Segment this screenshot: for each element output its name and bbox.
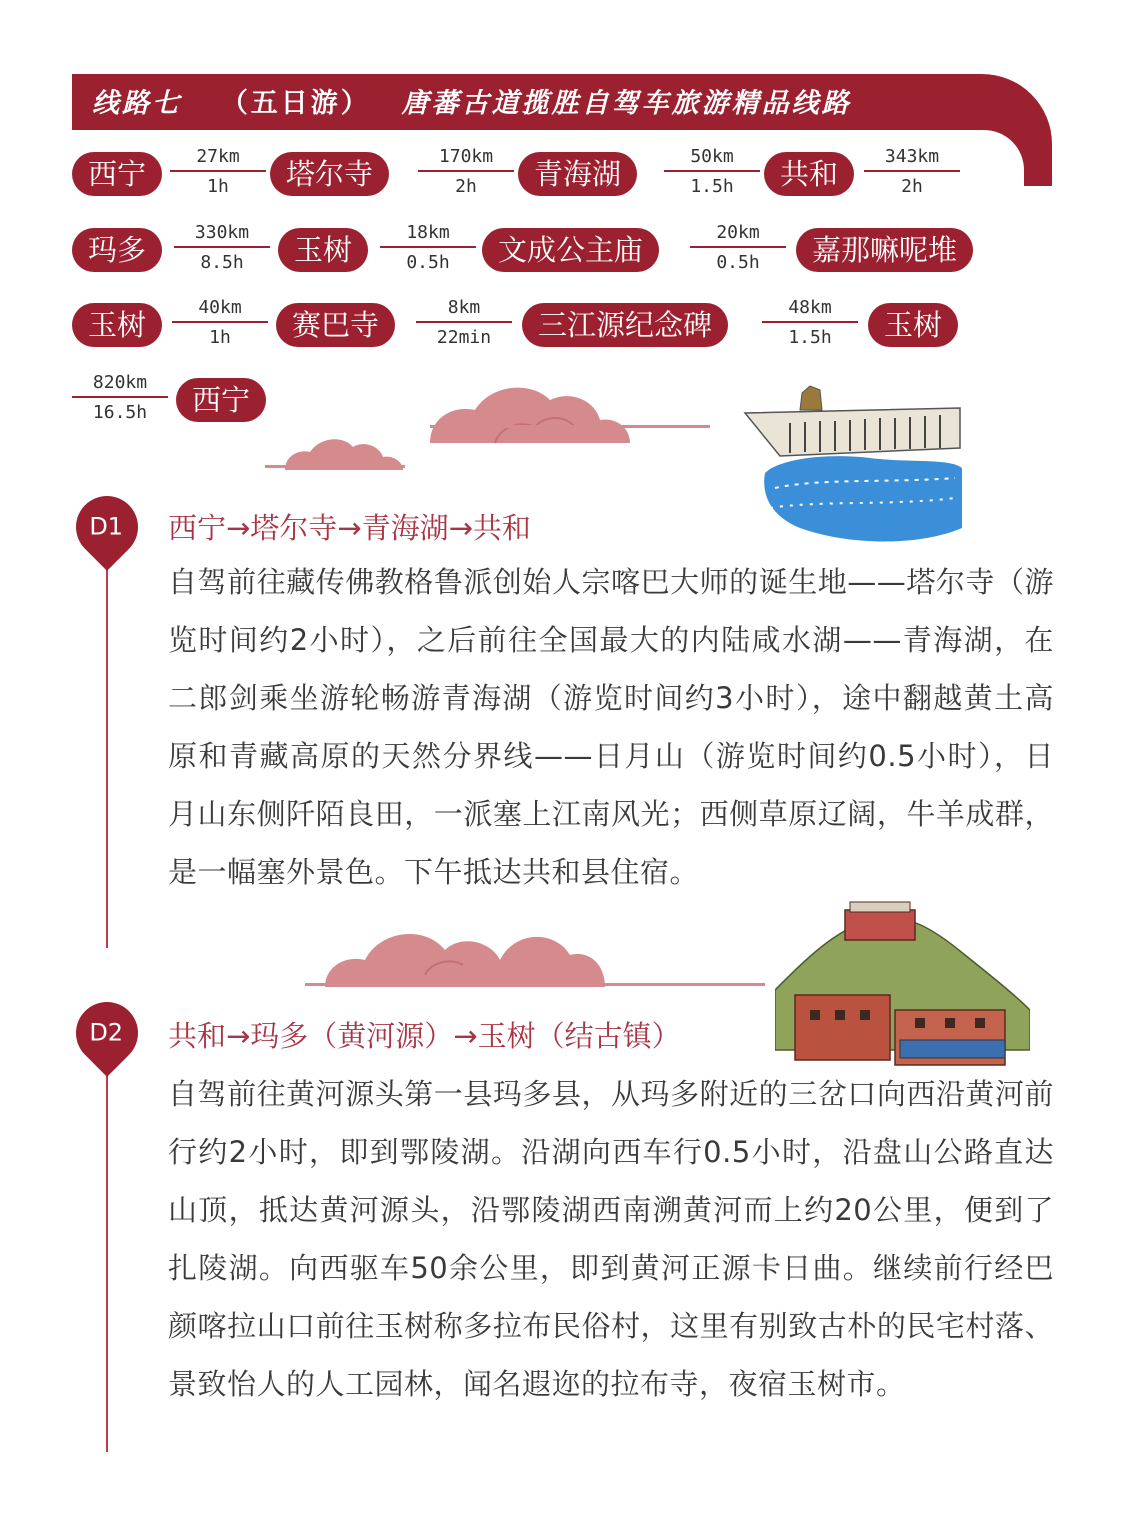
day-marker-d1: D1: [63, 483, 151, 571]
segment-distance: 20km: [690, 220, 786, 248]
segment-time: 1.5h: [788, 327, 832, 348]
segment-distance: 8km: [416, 295, 512, 323]
stop-yushu: 玉树: [278, 228, 368, 272]
day-body-d1: 自驾前往藏传佛教格鲁派创始人宗喀巴大师的诞生地——塔尔寺（游览时间约2小时），之后前往全国最大的内陆咸水湖——青海湖，在二郎剑乘坐游轮畅游青海湖（游览时间约3小时），途中翻越黄土高原和青藏高原的天然分界线——日月山（游览时间约0.5小时），日月山东侧阡陌良田，一派塞上江南风光；西侧草原辽阔，牛羊成群，是一幅塞外景色。下午抵达共和县住宿。: [168, 565, 1054, 889]
stop-xining: 西宁: [72, 152, 162, 196]
segment-distance: 48km: [762, 295, 858, 323]
segment-time: 2h: [901, 176, 923, 197]
stop-yushu: 玉树: [868, 303, 958, 347]
segment: [864, 144, 960, 200]
segment: [664, 144, 760, 200]
stop-gonghe: 共和: [764, 152, 854, 196]
stop-maduo: 玛多: [72, 228, 162, 272]
lake-pier-illustration: [740, 378, 965, 548]
segment: [418, 144, 514, 200]
segment-time: 1.5h: [690, 176, 734, 197]
monastery-illustration: [775, 900, 1030, 1070]
stop-xining: 西宁: [176, 378, 266, 422]
route-name: 唐蕃古道揽胜自驾车旅游精品线路: [401, 88, 852, 119]
segment-distance: 50km: [664, 144, 760, 172]
segment: [170, 144, 266, 200]
segment-time: 16.5h: [92, 402, 148, 423]
segment: [416, 295, 512, 351]
segment-distance: 27km: [170, 144, 266, 172]
stop-yushu: 玉树: [72, 303, 162, 347]
cloud-icon: [305, 915, 765, 995]
segment-distance: 40km: [172, 295, 268, 323]
segment-time: 0.5h: [406, 252, 450, 273]
timeline-line: [106, 1072, 108, 1452]
day-title-d2: 共和→玛多（黄河源）→玉树（结古镇）: [168, 1019, 681, 1053]
segment: [172, 295, 268, 351]
segment-time: 2h: [455, 176, 477, 197]
segment-distance: 330km: [174, 220, 270, 248]
route-duration: （五日游）: [220, 88, 371, 119]
stop-sanjiangyuan-monument: 三江源纪念碑: [522, 303, 728, 347]
cloud-icon: [265, 375, 715, 475]
day-body-d2: 自驾前往黄河源头第一县玛多县，从玛多附近的三岔口向西沿黄河前行约2小时，即到鄂陵湖。沿湖向西车行0.5小时，沿盘山公路直达山顶，抵达黄河源头，沿鄂陵湖西南溯黄河而上约20公里，便到了扎陵湖。向西驱车50余公里，即到黄河正源卡日曲。继续前行经巴颜喀拉山口前往玉树称多拉布民俗村，这里有别致古朴的民宅村落、景致怡人的人工园林，闻名遐迩的拉布寺，夜宿玉树市。: [168, 1077, 1054, 1401]
timeline-line: [106, 560, 108, 948]
segment-time: 22min: [436, 327, 492, 348]
segment-time: 0.5h: [716, 252, 760, 273]
segment: [762, 295, 858, 351]
route-title: [92, 80, 852, 128]
segment-time: 1h: [209, 327, 231, 348]
segment-distance: 170km: [418, 144, 514, 172]
segment-time: 1h: [207, 176, 229, 197]
stop-taer-temple: 塔尔寺: [270, 152, 389, 196]
segment: [690, 220, 786, 276]
day-title-d1: 西宁→塔尔寺→青海湖→共和: [168, 511, 531, 545]
stop-qinghai-lake: 青海湖: [518, 152, 637, 196]
stop-jiana-mani: 嘉那嘛呢堆: [796, 228, 973, 272]
segment-time: 8.5h: [200, 252, 244, 273]
day-marker-d2: D2: [63, 989, 151, 1077]
stop-saiba-temple: 赛巴寺: [276, 303, 395, 347]
segment: [72, 370, 168, 426]
segment-distance: 18km: [380, 220, 476, 248]
segment-distance: 343km: [864, 144, 960, 172]
stop-wencheng-temple: 文成公主庙: [482, 228, 659, 272]
route-number: 线路七: [92, 88, 182, 119]
segment-distance: 820km: [72, 370, 168, 398]
segment: [174, 220, 270, 276]
segment: [380, 220, 476, 276]
